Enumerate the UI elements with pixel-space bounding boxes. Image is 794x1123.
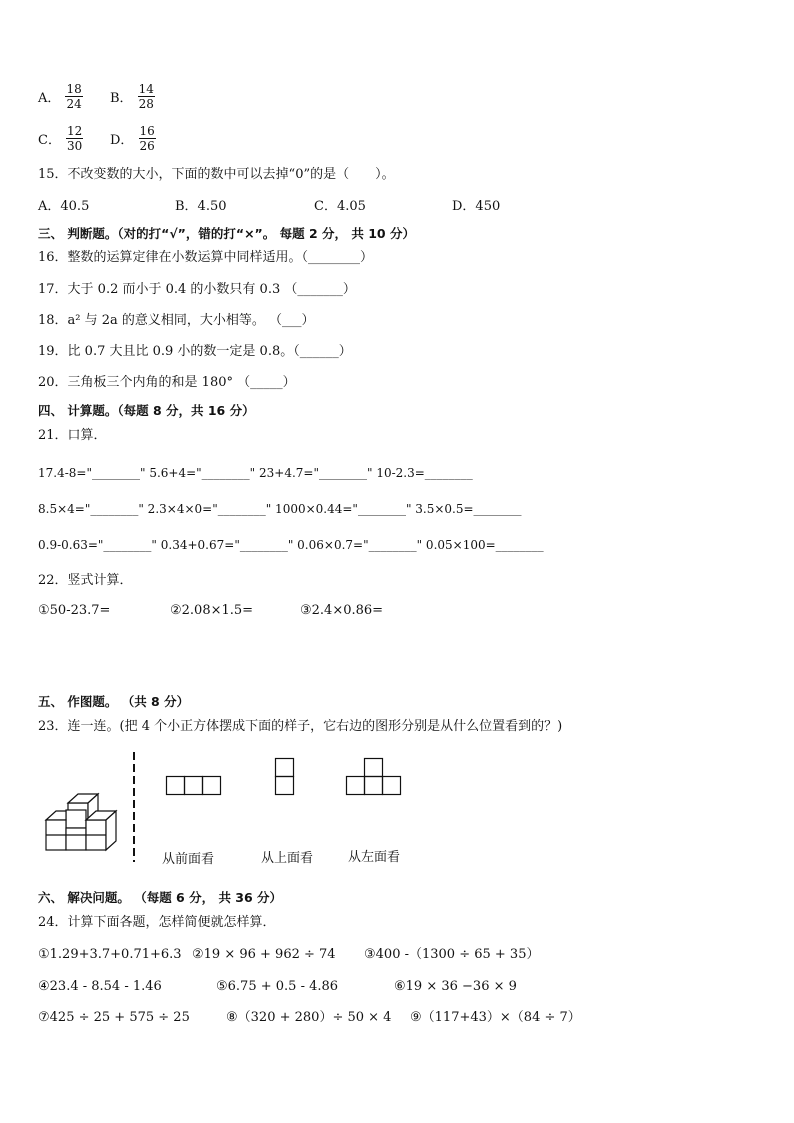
- numerator: 16: [139, 124, 155, 138]
- calc-6: ⑥19 × 36 −36 × 9: [394, 979, 517, 994]
- option-d-fraction: [139, 124, 156, 153]
- question-23: 23．连一连。(把 4 个小正方体摆成下面的样子，它右边的图形分别是从什么位置看到的？): [38, 719, 563, 734]
- view-label-left: 从左面看: [348, 850, 401, 865]
- oral-row-3: 0.9-0.63="________" 0.34+0.67="________" 0.06×0.7="________" 0.05×100=________: [38, 538, 544, 552]
- numerator: 14: [138, 82, 154, 96]
- numerator: 18: [66, 82, 82, 96]
- question-18: 18．a² 与 2a 的意义相同，大小相等。 （___）: [38, 313, 315, 328]
- question-17: 17．大于 0.2 而小于 0.4 的小数只有 0.3 （_______）: [38, 282, 356, 297]
- option-b-label: B．: [110, 91, 133, 106]
- q15-option-c: C．4.05: [314, 199, 366, 214]
- dashed-divider: [130, 752, 140, 864]
- option-b-fraction: [138, 82, 155, 111]
- q15-option-b: B．4.50: [175, 199, 227, 214]
- denominator: 26: [139, 139, 155, 153]
- option-b: [110, 82, 155, 111]
- question-16: 16．整数的运算定律在小数运算中同样适用。（________）: [38, 250, 374, 265]
- option-c-fraction: [66, 124, 83, 153]
- calc-2: ②19 × 96 + 962 ÷ 74: [192, 947, 336, 962]
- cube-face: [66, 810, 86, 828]
- view-label-top: 从上面看: [261, 851, 314, 866]
- option-a-fraction: [65, 82, 82, 111]
- section-5-title: 五、 作图题。 （共 8 分）: [38, 694, 190, 709]
- calc-1: ①1.29+3.7+0.71+6.3: [38, 947, 182, 962]
- denominator: 24: [66, 97, 82, 111]
- view-t-shape: [346, 758, 402, 796]
- option-d: [110, 124, 156, 153]
- option-c-label: C．: [38, 133, 61, 148]
- question-15: 15．不改变数的大小，下面的数中可以去掉“0”的是（ ）。: [38, 167, 395, 182]
- option-a-label: A．: [38, 91, 61, 106]
- oral-row-1: 17.4-8="________" 5.6+4="________" 23+4.7="________" 10-2.3=________: [38, 466, 473, 480]
- option-c: [38, 124, 83, 153]
- q15-option-d: D．450: [452, 199, 501, 214]
- oral-row-2: 8.5×4="________" 2.3×4×0="________" 1000×0.44="________" 3.5×0.5=________: [38, 502, 522, 516]
- cube-face: [66, 828, 86, 850]
- calc-3: ③400 -（1300 ÷ 65 + 35）: [364, 947, 540, 962]
- vertical-calc-1: ①50-23.7=: [38, 603, 111, 618]
- question-24: 24．计算下面各题，怎样简便就怎样算．: [38, 915, 276, 930]
- question-20: 20．三角板三个内角的和是 180° （_____）: [38, 375, 296, 390]
- vertical-calc-2: ②2.08×1.5=: [170, 603, 254, 618]
- question-21: 21．口算．: [38, 428, 107, 443]
- section-6-title: 六、 解决问题。 （每题 6 分， 共 36 分）: [38, 890, 283, 905]
- numerator: 12: [67, 124, 83, 138]
- cube-stack-figure: [40, 790, 140, 860]
- view-label-front: 从前面看: [162, 852, 215, 867]
- cube-top: [46, 811, 66, 820]
- calc-8: ⑧（320 + 280）÷ 50 × 4: [226, 1010, 392, 1025]
- calc-4: ④23.4 - 8.54 - 1.46: [38, 979, 162, 994]
- question-22: 22．竖式计算．: [38, 573, 133, 588]
- calc-9: ⑨（117+43）×（84 ÷ 7）: [410, 1010, 581, 1025]
- view-two-stacked: [275, 758, 295, 796]
- calc-7: ⑦425 ÷ 25 + 575 ÷ 25: [38, 1010, 190, 1025]
- denominator: 30: [67, 139, 83, 153]
- question-19: 19．比 0.7 大且比 0.9 小的数一定是 0.8。（______）: [38, 344, 352, 359]
- denominator: 28: [138, 97, 154, 111]
- option-d-label: D．: [110, 133, 134, 148]
- section-4-title: 四、 计算题。（每题 8 分，共 16 分）: [38, 403, 255, 418]
- option-a: [38, 82, 83, 111]
- q15-option-a: A．40.5: [38, 199, 90, 214]
- calc-5: ⑤6.75 + 0.5 - 4.86: [216, 979, 339, 994]
- vertical-calc-3: ③2.4×0.86=: [300, 603, 384, 618]
- view-three-row: [166, 776, 222, 796]
- section-3-title: 三、 判断题。（对的打“√”，错的打“×”。 每题 2 分， 共 10 分）: [38, 226, 415, 241]
